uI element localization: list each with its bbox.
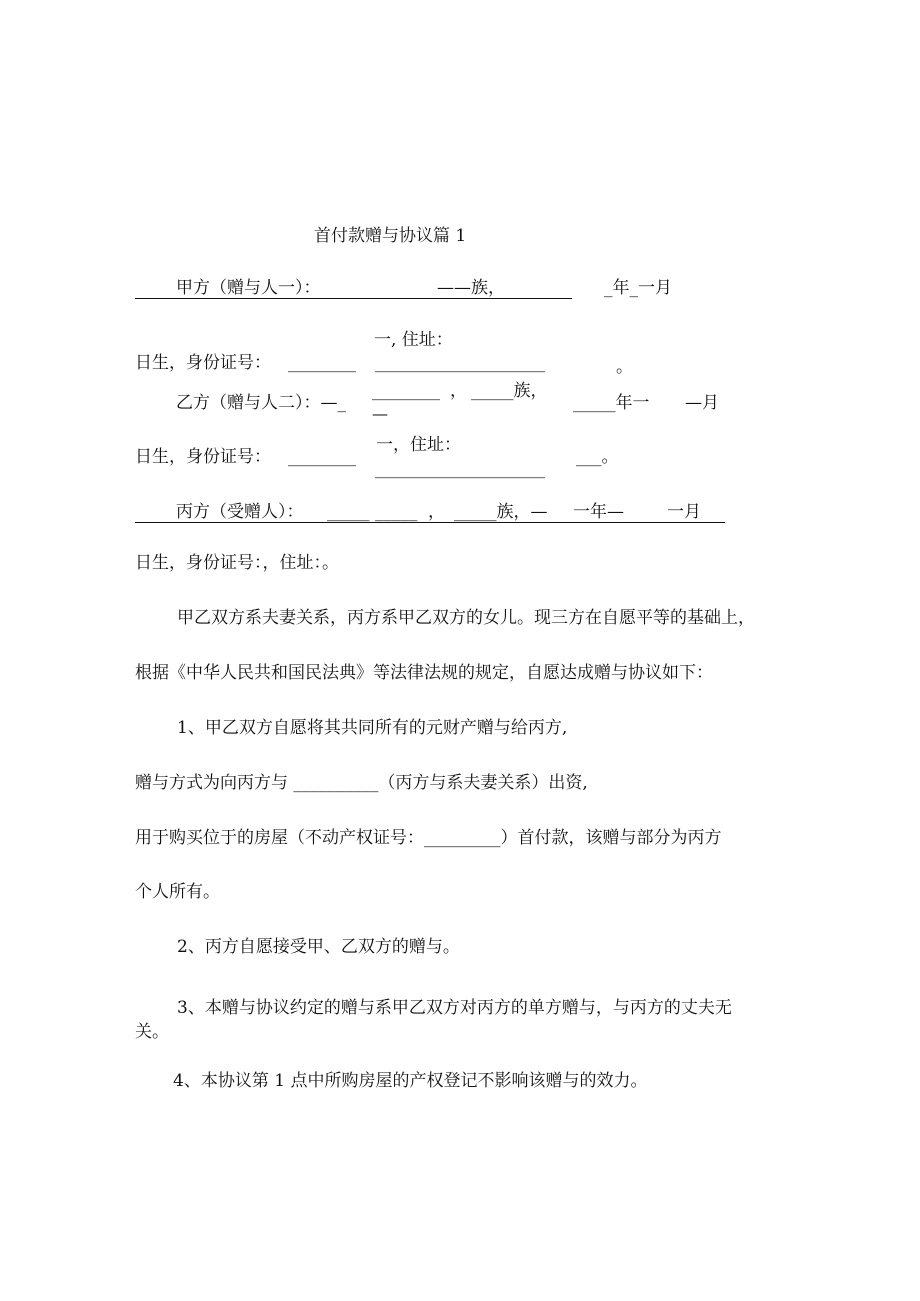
intro-line-2: 根据《中华人民共和国民法典》等法律法规的规定，自愿达成赠与协议如下： [135,663,713,683]
party-b-date-blank: _____年一 [573,393,650,413]
clause-1-line-3: 用于购买位于的房屋（不动产权证号：_________）首付款，该赠与部分为丙方 [135,828,722,848]
party-b-comma: ， [450,381,467,401]
party-c-month: 一月 [667,502,701,522]
clause-3-line-2: 关。 [135,1022,169,1042]
party-a-underline [135,298,572,299]
party-b-blank1: ________ [372,381,440,401]
document-title: 首付款赠与协议篇 1 [314,226,467,246]
party-c-birth-line: 日生，身份证号：，住址：。 [135,553,339,573]
party-b-address-blank: ____________________ [375,459,545,479]
clause-1-line-2: 赠与方式为向丙方与 __________（丙方与系夫妻关系）出资, [135,773,588,793]
party-a-id-blank: ________ [288,353,356,373]
party-c-comma: ， [428,502,445,522]
party-b-address-prefix: 一，住址： [376,435,461,455]
clause-3-line-1: 3、本赠与协议约定的赠与系甲乙双方对丙方的单方赠与，与丙方的丈夫无 [177,998,732,1018]
party-a-date: _年_一月 [604,278,672,298]
party-b-end: ___。 [576,447,619,467]
party-a-address-blank: ____________________ [375,353,545,373]
party-a-birth-id: 日生，身份证号： [135,353,271,373]
party-c-label: 丙方（受赠人）： [176,502,304,522]
party-c-ethnic: _____族，— [454,502,548,522]
clause-4: 4、本协议第 1 点中所购房屋的产权登记不影响该赠与的效力。 [173,1071,648,1091]
party-b-month: —月 [685,393,719,413]
party-a-end: 。 [616,357,633,377]
party-a-label: 甲方（赠与人一）： [176,278,321,298]
party-c-underline [135,522,725,523]
party-a-ethnic: ——族， [437,278,505,298]
party-b-id-blank: ________ [288,447,356,467]
party-c-date: 一年— [573,502,624,522]
party-b-sub-mark: — [372,404,388,423]
party-b-birth-id: 日生，身份证号： [135,447,271,467]
intro-line-1: 甲乙双方系夫妻关系，丙方系甲乙双方的女儿。现三方在自愿平等的基础上， [177,608,755,628]
clause-1-line-1: 1、甲乙双方自愿将其共同所有的元财产赠与给丙方, [177,718,568,738]
party-b-ethnic: _____族， [471,381,548,401]
party-a-address-prefix: 一, 住址： [374,330,453,350]
clause-1-line-4: 个人所有。 [135,882,220,902]
party-c-blank1: _____ _____ [327,502,418,522]
clause-2: 2、丙方自愿接受甲、乙双方的赠与。 [177,937,460,957]
party-b-label: 乙方（赠与人二）：—_ [176,393,346,413]
